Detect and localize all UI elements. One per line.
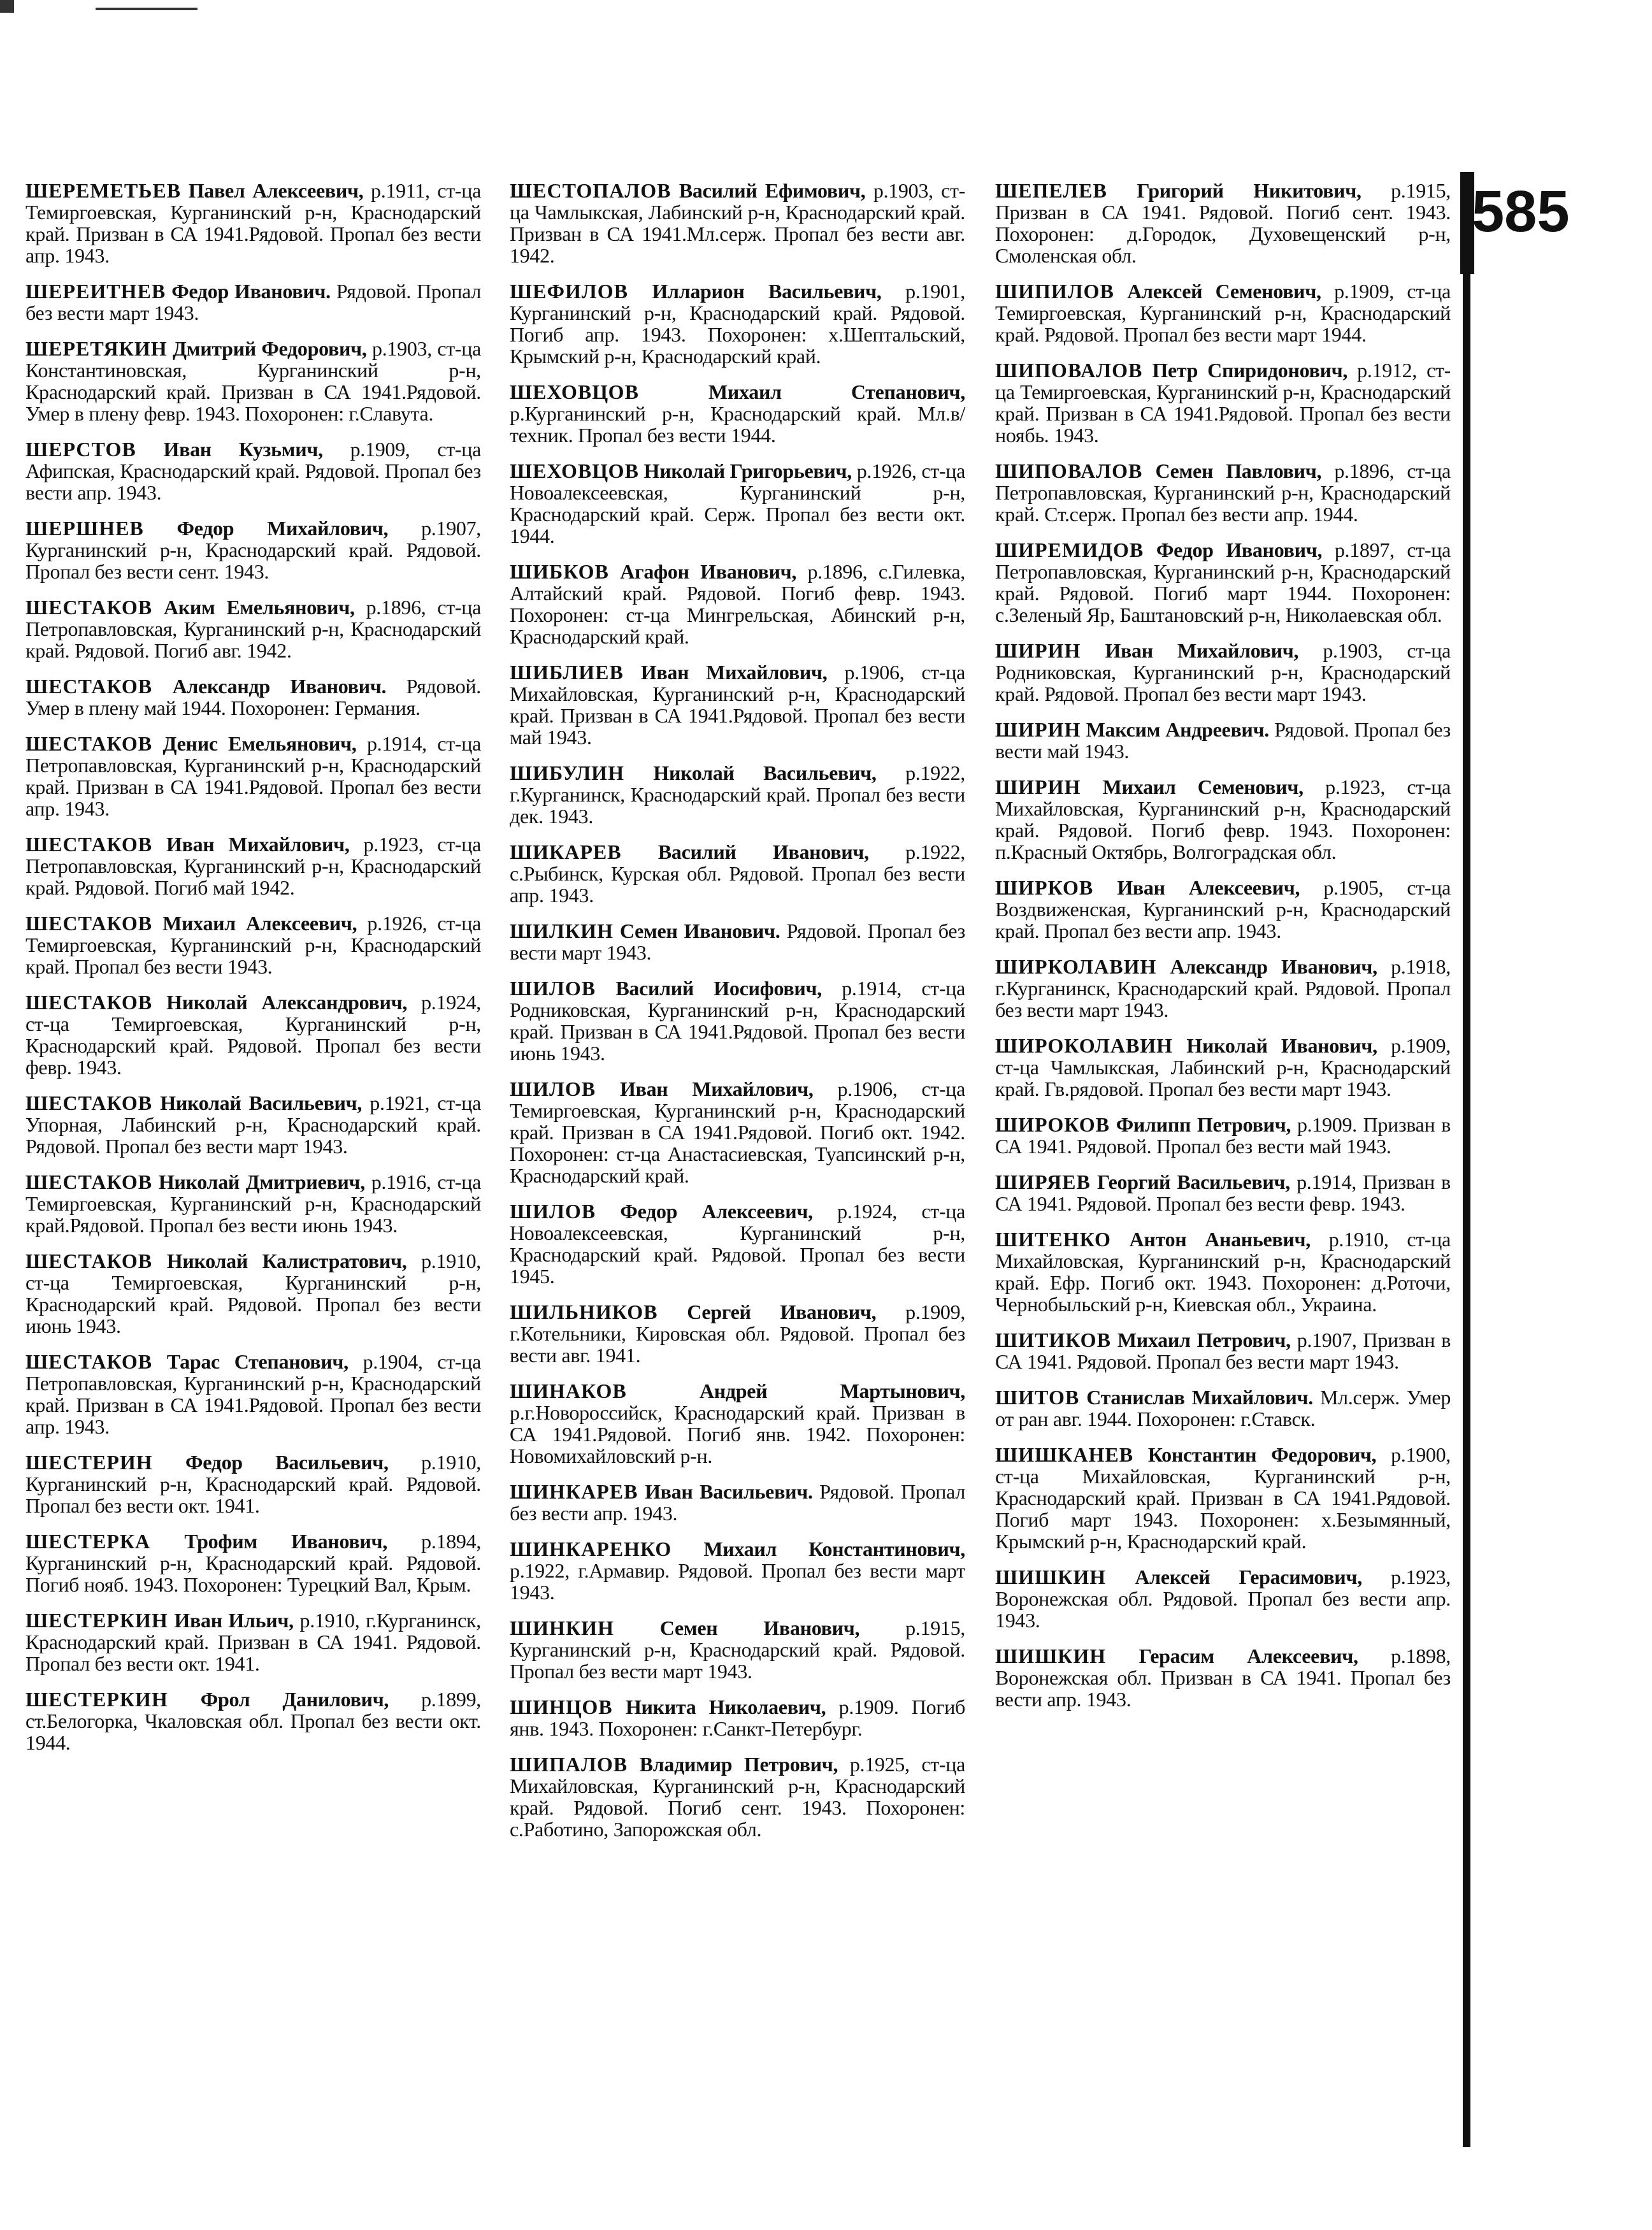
entry xyxy=(25,1171,481,1236)
entry xyxy=(510,1696,965,1739)
entry-surname: ШЕСТЕРКИН xyxy=(25,1609,168,1632)
entry xyxy=(510,1617,965,1682)
entry-surname: ШИБКОВ xyxy=(510,560,609,583)
column-2 xyxy=(510,180,965,1854)
entry-details: р.1926, ст-ца Новоалексеевская, Курганинский р-н, Краснодарский край. Серж. Пропал без вести окт. 1944. xyxy=(510,459,966,547)
entry xyxy=(25,338,481,424)
entry-surname: ШЕПЕЛЕВ xyxy=(995,179,1107,202)
entry xyxy=(510,561,965,647)
entry xyxy=(510,180,965,266)
entry-surname: ШИНЦОВ xyxy=(510,1695,613,1718)
entry-surname: ШИРЕМИДОВ xyxy=(995,538,1144,561)
entry xyxy=(510,920,965,963)
entry-given-name: Денис Емельянович, xyxy=(162,732,357,755)
entry-details: Мл.серж. Умер от ран авг. 1944. Похоронен: г.Ставск. xyxy=(995,1386,1451,1430)
entry-surname: ШЕФИЛОВ xyxy=(510,280,628,303)
entry-surname: ШИРЯЕВ xyxy=(995,1170,1091,1193)
entry-surname: ШЕРШНЕВ xyxy=(25,517,144,540)
entry-details: р.1910, г.Курганинск, Краснодарский край. Призван в СА 1941. Рядовой. Пропал без вести окт. 1941. xyxy=(25,1609,482,1675)
entry-given-name: Трофим Иванович, xyxy=(184,1530,387,1553)
entry-details: р.1916, ст-ца Темиргоевская, Курганинский р-н, Краснодарский край.Рядовой. Пропал без вести июнь 1943. xyxy=(25,1170,481,1237)
entry-surname: ШИШКИН xyxy=(995,1565,1107,1588)
entry-surname: ШЕСТАКОВ xyxy=(25,1091,153,1114)
entry-details: р.1896, ст-ца Петропавловская, Курганинский р-н, Краснодарский край. Рядовой. Погиб авг. 1942. xyxy=(25,596,482,662)
entry-surname: ШИЛКИН xyxy=(510,919,614,942)
entry-surname: ШЕСТЕРИН xyxy=(25,1451,153,1474)
entry-details: р.1898, Воронежская обл. Призван в СА 1941. Пропал без вести апр. 1943. xyxy=(995,1644,1451,1711)
entry xyxy=(25,1250,481,1337)
entry-given-name: Иван Михайлович, xyxy=(166,833,350,856)
entry-details: р.1899, ст.Белогорка, Чкаловская обл. Пропал без вести окт. 1944. xyxy=(25,1688,481,1754)
entry xyxy=(995,1566,1451,1631)
entry xyxy=(510,661,965,748)
entry xyxy=(995,719,1451,762)
entry-given-name: Максим Андреевич. xyxy=(1086,718,1270,741)
entry xyxy=(510,1481,965,1524)
entry-given-name: Петр Спиридонович, xyxy=(1152,359,1348,382)
entry xyxy=(510,1753,965,1840)
entry-surname: ШЕСТАКОВ xyxy=(25,596,153,619)
entry xyxy=(995,956,1451,1021)
entry-given-name: Николай Васильевич, xyxy=(160,1091,363,1114)
entry xyxy=(510,460,965,547)
entry xyxy=(995,1386,1451,1430)
entry xyxy=(25,733,481,819)
entry xyxy=(995,1645,1451,1710)
entry-surname: ШИНКАРЕНКО xyxy=(510,1537,672,1560)
entry-given-name: Михаил Алексеевич, xyxy=(162,912,357,935)
entry-details: р.г.Новороссийск, Краснодарский край. Призван в СА 1941.Рядовой. Погиб янв. 1942. Похоронен: Новомихайловский р-н. xyxy=(510,1401,965,1467)
entry-given-name: Николай Александрович, xyxy=(166,991,408,1014)
entry-given-name: Алексей Семенович, xyxy=(1127,280,1321,303)
entry-details: р.1910, ст-ца Михайловская, Курганинский р-н, Краснодарский край. Ефр. Погиб окт. 1943. Похоронен: д.Роточи, Чернобыльский р-н, Киевская обл., Украина. xyxy=(995,1228,1451,1316)
entry xyxy=(510,1538,965,1603)
entry xyxy=(995,1114,1451,1157)
entry xyxy=(995,1228,1451,1315)
entry-given-name: Иван Михайлович, xyxy=(640,661,828,684)
entry-surname: ШЕСТОПАЛОВ xyxy=(510,179,672,202)
entry-given-name: Александр Иванович, xyxy=(1170,955,1377,978)
entry-surname: ШИПИЛОВ xyxy=(995,280,1114,303)
entry xyxy=(25,1609,481,1674)
entry-given-name: Василий Иосифович, xyxy=(615,977,822,1000)
entry-surname: ШИРИН xyxy=(995,775,1081,798)
entry-details: р.1915, Призван в СА 1941. Рядовой. Погиб сент. 1943. Похоронен: д.Городок, Духовещенский р-н, Смоленская обл. xyxy=(995,179,1451,267)
entry xyxy=(510,1200,965,1287)
entry-surname: ШИЛОВ xyxy=(510,1200,596,1223)
entry-given-name: Николай Григорьевич, xyxy=(643,459,852,482)
entry-given-name: Фрол Данилович, xyxy=(200,1688,389,1711)
entry-surname: ШИНКАРЕВ xyxy=(510,1480,638,1503)
entry xyxy=(510,1380,965,1467)
entry-given-name: Герасим Алексеевич, xyxy=(1138,1644,1358,1667)
entry-given-name: Аким Емельянович, xyxy=(163,596,355,619)
entry-given-name: Владимир Петрович, xyxy=(639,1753,838,1776)
entry xyxy=(510,1078,965,1186)
entry-given-name: Семен Иванович. xyxy=(619,919,780,942)
entry-surname: ШИЛОВ xyxy=(510,1077,596,1100)
entry-given-name: Агафон Иванович, xyxy=(620,560,797,583)
page-number: 585 xyxy=(1472,179,1570,244)
entry-details: р.1923, ст-ца Петропавловская, Курганинский р-н, Краснодарский край. Рядовой. Погиб май 1942. xyxy=(25,833,482,899)
entry-details: р.1924, ст-ца Новоалексеевская, Курганинский р-н, Краснодарский край. Рядовой. Пропал без вести 1945. xyxy=(510,1200,965,1288)
entry xyxy=(25,438,481,503)
entry xyxy=(995,280,1451,345)
entry xyxy=(25,1530,481,1595)
entry-details: р.1923, Воронежская обл. Рядовой. Пропал без вести апр. 1943. xyxy=(995,1565,1451,1632)
entry xyxy=(995,359,1451,446)
entry xyxy=(510,977,965,1064)
entry-details: р.1906, ст-ца Михайловская, Курганинский р-н, Краснодарский край. Призван в СА 1941.Рядовой. Пропал без вести май 1943. xyxy=(510,661,966,749)
entry-surname: ШИРОКОЛАВИН xyxy=(995,1034,1174,1057)
entry-surname: ШИНКИН xyxy=(510,1616,614,1639)
entry-details: р.1903, ст-ца Константиновская, Курганинский р-н, Краснодарский край. Призван в СА 1941.Рядовой. Умер в плену февр. 1943. Похоронен: г.Славута. xyxy=(25,337,482,425)
entry-given-name: Алексей Герасимович, xyxy=(1135,1565,1362,1588)
entry xyxy=(25,833,481,898)
entry-details: р.1914, ст-ца Родниковская, Курганинский р-н, Краснодарский край. Призван в СА 1941.Рядовой. Пропал без вести июнь 1943. xyxy=(510,977,966,1065)
page-edge-bar xyxy=(1463,172,1470,2147)
entry xyxy=(510,762,965,827)
entry xyxy=(995,776,1451,863)
entry-given-name: Николай Васильевич, xyxy=(653,761,877,784)
entry-given-name: Дмитрий Федорович, xyxy=(173,337,367,360)
entry-surname: ШИРИН xyxy=(995,718,1081,741)
entry-details: р.1910, ст-ца Темиргоевская, Курганинский р-н, Краснодарский край. Рядовой. Пропал без вести июнь 1943. xyxy=(25,1249,482,1337)
entry-given-name: Иван Алексеевич, xyxy=(1117,876,1300,899)
entry-details: р.1922, г.Курганинск, Краснодарский край. Пропал без вести дек. 1943. xyxy=(510,761,965,828)
entry-surname: ШИРКОВ xyxy=(995,876,1094,899)
entry-given-name: Федор Иванович. xyxy=(171,280,331,303)
entry-given-name: Иван Кузьмич, xyxy=(163,438,323,461)
entry-given-name: Михаил Петрович, xyxy=(1117,1328,1291,1351)
entry-given-name: Григорий Никитович, xyxy=(1137,179,1361,202)
entry xyxy=(995,180,1451,266)
entry-given-name: Андрей Мартынович, xyxy=(699,1379,965,1402)
entry-surname: ШЕСТАКОВ xyxy=(25,833,153,856)
entry-surname: ШИРКОЛАВИН xyxy=(995,955,1157,978)
entry-surname: ШИПАЛОВ xyxy=(510,1753,628,1776)
entry-details: р.1914, ст-ца Петропавловская, Курганинский р-н, Краснодарский край. Призван в СА 1941.Рядовой. Пропал без вести апр. 1943. xyxy=(25,732,482,820)
entry-details: р.1909, ст-ца Чамлыкская, Лабинский р-н, Краснодарский край. Гв.рядовой. Пропал без вести март 1943. xyxy=(995,1034,1451,1100)
column-1 xyxy=(25,180,481,1767)
entry-details: р.1896, с.Гилевка, Алтайский край. Рядовой. Погиб февр. 1943. Похоронен: ст-ца Мингрельская, Абинский р-н, Краснодарский край. xyxy=(510,560,965,648)
entry xyxy=(510,280,965,367)
entry-given-name: Николай Иванович, xyxy=(1186,1034,1377,1057)
entry-surname: ШИРОКОВ xyxy=(995,1113,1110,1136)
entry-surname: ШИТОВ xyxy=(995,1386,1080,1409)
entry-surname: ШЕРЕИТНЕВ xyxy=(25,280,166,303)
entry xyxy=(995,1329,1451,1372)
entry-details: Рядовой. Пропал без вести март 1943. xyxy=(25,280,482,324)
entry-surname: ШЕСТАКОВ xyxy=(25,675,153,698)
entry xyxy=(25,596,481,661)
entry xyxy=(510,381,965,446)
entry-given-name: Сергей Иванович, xyxy=(687,1300,877,1323)
entry-given-name: Федор Алексеевич, xyxy=(620,1200,813,1223)
entry-given-name: Александр Иванович. xyxy=(172,675,387,698)
entry-details: р.1918, г.Курганинск, Краснодарский край. Рядовой. Пропал без вести март 1943. xyxy=(995,955,1451,1021)
entry-details: Рядовой. Пропал без вести май 1943. xyxy=(995,718,1451,763)
entry-surname: ШЕСТАКОВ xyxy=(25,991,153,1014)
entry-details: р.Курганинский р-н, Краснодарский край. Мл.в/техник. Пропал без вести 1944. xyxy=(510,402,965,447)
entry xyxy=(25,280,481,324)
entry-details: Рядовой. Пропал без вести март 1943. xyxy=(510,919,965,964)
entry xyxy=(510,1301,965,1366)
entry-given-name: Михаил Степанович, xyxy=(708,380,965,403)
entry-surname: ШИБУЛИН xyxy=(510,761,624,784)
entry-details: р.1911, ст-ца Темиргоевская, Курганинский р-н, Краснодарский край. Призван в СА 1941.Рядовой. Пропал без вести апр. 1943. xyxy=(25,179,482,267)
entry-given-name: Иван Васильевич. xyxy=(645,1480,813,1503)
entry xyxy=(25,1092,481,1157)
entry-details: р.1894, Курганинский р-н, Краснодарский край. Рядовой. Погиб нояб. 1943. Похоронен: Турецкий Вал, Крым. xyxy=(25,1530,482,1596)
entry-details: р.1922, с.Рыбинск, Курская обл. Рядовой. Пропал без вести апр. 1943. xyxy=(510,840,966,907)
entry-given-name: Иван Михайлович, xyxy=(620,1077,814,1100)
entry-details: р.1907, Курганинский р-н, Краснодарский край. Рядовой. Пропал без вести сент. 1943. xyxy=(25,517,482,583)
entry-given-name: Семен Павлович, xyxy=(1155,459,1322,482)
entry-given-name: Михаил Константинович, xyxy=(703,1537,966,1560)
entry-details: р.1907, Призван в СА 1941. Рядовой. Пропал без вести март 1943. xyxy=(995,1328,1451,1373)
entry-details: р.1914, Призван в СА 1941. Рядовой. Пропал без вести февр. 1943. xyxy=(995,1170,1451,1215)
entry-details: р.1903, ст-ца Чамлыкская, Лабинский р-н, Краснодарский край. Призван в СА 1941.Мл.серж. Пропал без вести авг. 1942. xyxy=(510,179,966,267)
entry xyxy=(995,877,1451,942)
entry-given-name: Павел Алексеевич, xyxy=(188,179,364,202)
entry-details: р.1915, Курганинский р-н, Краснодарский край. Рядовой. Пропал без вести март 1943. xyxy=(510,1616,965,1683)
entry-given-name: Василий Ефимович, xyxy=(679,179,866,202)
entry xyxy=(995,1444,1451,1552)
entry-given-name: Иван Михайлович, xyxy=(1105,639,1299,662)
entry-given-name: Константин Федорович, xyxy=(1147,1443,1377,1466)
entry-given-name: Станислав Михайлович. xyxy=(1086,1386,1313,1409)
entry-details: Рядовой. Пропал без вести апр. 1943. xyxy=(510,1480,965,1525)
entry xyxy=(995,1171,1451,1214)
entry-given-name: Николай Калистратович, xyxy=(166,1249,407,1272)
entry-surname: ШИПОВАЛОВ xyxy=(995,359,1143,382)
entry-surname: ШЕРСТОВ xyxy=(25,438,136,461)
entry xyxy=(25,1688,481,1753)
entry-details: Рядовой. Умер в плену май 1944. Похоронен: Германия. xyxy=(25,675,481,719)
entry-surname: ШИШКАНЕВ xyxy=(995,1443,1134,1466)
entry xyxy=(995,1035,1451,1100)
entry-given-name: Никита Николаевич, xyxy=(625,1695,826,1718)
entry xyxy=(25,991,481,1078)
entry-details: р.1922, г.Армавир. Рядовой. Пропал без вести март 1943. xyxy=(510,1559,965,1604)
entry xyxy=(25,180,481,266)
scan-artifact-top xyxy=(0,0,14,13)
entry-details: р.1904, ст-ца Петропавловская, Курганинский р-н, Краснодарский край. Призван в СА 1941.Рядовой. Пропал без вести апр. 1943. xyxy=(25,1350,481,1438)
column-3 xyxy=(995,180,1451,1724)
entry-surname: ШЕСТАКОВ xyxy=(25,1249,153,1272)
entry-details: р.1925, ст-ца Михайловская, Курганинский р-н, Краснодарский край. Рядовой. Погиб сент. 1943. Похоронен: с.Работино, Запорожская обл. xyxy=(510,1753,966,1841)
entry-details: р.1905, ст-ца Воздвиженская, Курганинский р-н, Краснодарский край. Пропал без вести апр. 1943. xyxy=(995,876,1451,942)
entry-details: р.1921, ст-ца Упорная, Лабинский р-н, Краснодарский край. Рядовой. Пропал без вести март 1943. xyxy=(25,1091,482,1158)
entry-surname: ШЕХОВЦОВ xyxy=(510,459,639,482)
entry-surname: ШЕРЕМЕТЬЕВ xyxy=(25,179,182,202)
entry-given-name: Василий Иванович, xyxy=(657,840,869,863)
entry-details: р.1909, ст-ца Афипская, Краснодарский край. Рядовой. Пропал без вести апр. 1943. xyxy=(25,438,481,504)
entry-surname: ШЕСТЕРКА xyxy=(25,1530,151,1553)
entry-given-name: Филипп Петрович, xyxy=(1116,1113,1291,1136)
entry-surname: ШИКАРЕВ xyxy=(510,840,622,863)
entry-surname: ШЕСТАКОВ xyxy=(25,1170,153,1193)
entry-surname: ШИЛОВ xyxy=(510,977,596,1000)
entry-given-name: Илларион Васильевич, xyxy=(652,280,882,303)
entry-surname: ШЕСТАКОВ xyxy=(25,732,153,755)
entry-details: р.1896, ст-ца Петропавловская, Курганинский р-н, Краснодарский край. Ст.серж. Пропал без вести апр. 1944. xyxy=(995,459,1451,526)
entry-surname: ШИБЛИЕВ xyxy=(510,661,624,684)
entry-details: р.1897, ст-ца Петропавловская, Курганинский р-н, Краснодарский край. Рядовой. Погиб март 1944. Похоронен: с.Зеленый Яр, Баштановский р-н, Николаевская обл. xyxy=(995,538,1451,626)
entry-given-name: Тарас Степанович, xyxy=(166,1350,348,1373)
entry-details: р.1926, ст-ца Темиргоевская, Курганинский р-н, Краснодарский край. Пропал без вести 1943. xyxy=(25,912,482,978)
entry-surname: ШИЛЬНИКОВ xyxy=(510,1300,658,1323)
entry-details: р.1909. Погиб янв. 1943. Похоронен: г.Санкт-Петербург. xyxy=(510,1695,966,1740)
entry-surname: ШЕСТАКОВ xyxy=(25,912,153,935)
entry-details: р.1906, ст-ца Темиргоевская, Курганинский р-н, Краснодарский край. Призван в СА 1941.Рядовой. Погиб окт. 1942. Похоронен: ст-ца Анастасиевская, Туапсинский р-н, Краснодарский край. xyxy=(510,1077,965,1187)
entry-surname: ШИШКИН xyxy=(995,1644,1107,1667)
entry-details: р.1912, ст-ца Темиргоевская, Курганинский р-н, Краснодарский край. Призван в СА 1941.Рядовой. Пропал без вести ноябь. 1943. xyxy=(995,359,1451,447)
entry-surname: ШИПОВАЛОВ xyxy=(995,459,1143,482)
entry-given-name: Николай Дмитриевич, xyxy=(158,1170,365,1193)
entry-surname: ШИНАКОВ xyxy=(510,1379,627,1402)
entry-surname: ШЕРЕТЯКИН xyxy=(25,337,168,360)
entry-surname: ШИТИКОВ xyxy=(995,1328,1111,1351)
entry-given-name: Федор Михайлович, xyxy=(176,517,389,540)
entry-surname: ШЕХОВЦОВ xyxy=(510,380,639,403)
entry-given-name: Федор Иванович, xyxy=(1156,538,1323,561)
entry xyxy=(995,460,1451,525)
scan-artifact-top-noise xyxy=(96,8,198,10)
entry xyxy=(25,912,481,977)
entry xyxy=(510,841,965,906)
entry-details: р.1903, ст-ца Родниковская, Курганинский р-н, Краснодарский край. Рядовой. Пропал без вести март 1943. xyxy=(995,639,1451,705)
entry-surname: ШИРИН xyxy=(995,639,1081,662)
entry-given-name: Иван Ильич, xyxy=(174,1609,294,1632)
entry-details: р.1910, Курганинский р-н, Краснодарский край. Рядовой. Пропал без вести окт. 1941. xyxy=(25,1451,482,1517)
entry-details: р.1909. Призван в СА 1941. Рядовой. Пропал без вести май 1943. xyxy=(995,1113,1451,1158)
entry xyxy=(25,517,481,582)
entry-given-name: Федор Васильевич, xyxy=(185,1451,389,1474)
entry xyxy=(25,1451,481,1516)
entry-details: р.1923, ст-ца Михайловская, Курганинский р-н, Краснодарский край. Рядовой. Погиб февр. 1943. Похоронен: п.Красный Октябрь, Волгоградская обл. xyxy=(995,775,1451,863)
entry-details: р.1900, ст-ца Михайловская, Курганинский р-н, Краснодарский край. Призван в СА 1941.Рядовой. Погиб март 1943. Похоронен: х.Безымянный, Крымский р-н, Краснодарский край. xyxy=(995,1443,1451,1553)
entry-details: р.1924, ст-ца Темиргоевская, Курганинский р-н, Краснодарский край. Рядовой. Пропал без вести февр. 1943. xyxy=(25,991,481,1079)
entry xyxy=(995,539,1451,626)
entry xyxy=(25,675,481,719)
entry-given-name: Семен Иванович, xyxy=(659,1616,860,1639)
entry xyxy=(25,1351,481,1437)
entry-given-name: Антон Ананьевич, xyxy=(1129,1228,1311,1251)
entry xyxy=(995,640,1451,705)
entry-details: р.1909, ст-ца Темиргоевская, Курганинский р-н, Краснодарский край. Рядовой. Пропал без вести март 1944. xyxy=(995,280,1451,346)
entry-details: р.1909, г.Котельники, Кировская обл. Рядовой. Пропал без вести авг. 1941. xyxy=(510,1300,966,1367)
entry-surname: ШЕСТЕРКИН xyxy=(25,1688,168,1711)
entry-surname: ШИТЕНКО xyxy=(995,1228,1111,1251)
entry-details: р.1901, Курганинский р-н, Краснодарский край. Рядовой. Погиб апр. 1943. Похоронен: х.Шептальский, Крымский р-н, Краснодарский край. xyxy=(510,280,965,368)
entry-given-name: Михаил Семенович, xyxy=(1102,775,1304,798)
entry-surname: ШЕСТАКОВ xyxy=(25,1350,153,1373)
entry-given-name: Георгий Васильевич, xyxy=(1096,1170,1290,1193)
